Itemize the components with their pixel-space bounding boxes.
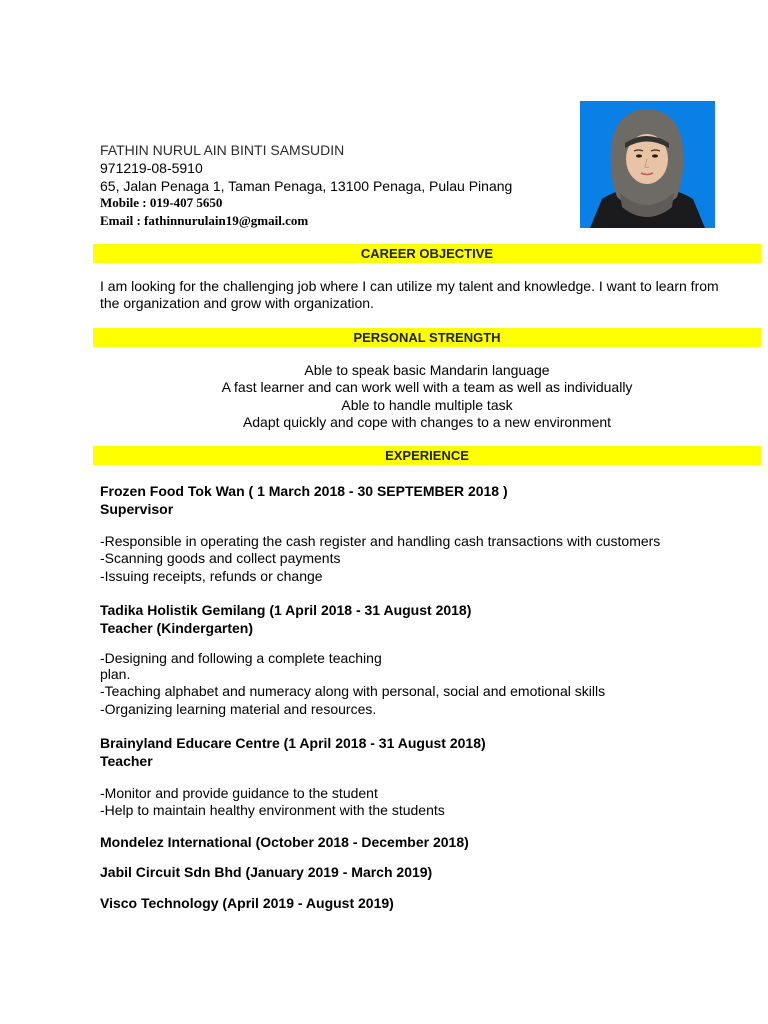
email-address: Email : fathinnurulain19@gmail.com: [100, 213, 309, 228]
strength-item: Able to handle multiple task: [341, 397, 513, 413]
candidate-name: FATHIN NURUL AIN BINTI SAMSUDIN: [100, 142, 345, 158]
portrait-illustration: [580, 101, 715, 228]
profile-photo: [580, 101, 715, 228]
job-company: Tadika Holistik Gemilang (1 April 2018 - 31 August 2018): [100, 602, 472, 618]
address: 65, Jalan Penaga 1, Taman Penaga, 13100 Penaga, Pulau Pinang: [100, 178, 513, 194]
job-role: Supervisor: [100, 501, 174, 517]
job-duty: -Issuing receipts, refunds or change: [100, 568, 323, 584]
job-duty: -Monitor and provide guidance to the student: [100, 785, 378, 801]
experience-heading: EXPERIENCE: [93, 446, 761, 465]
job-role: Teacher (Kindergarten): [100, 620, 253, 636]
job-role: Teacher: [100, 753, 153, 769]
mobile-number: Mobile : 019-407 5650: [100, 195, 223, 210]
strength-item: A fast learner and can work well with a team as well as individually: [221, 379, 633, 395]
strength-item: Adapt quickly and cope with changes to a new environment: [242, 414, 612, 430]
strength-item: Able to speak basic Mandarin language: [304, 362, 550, 378]
job-duty: -Organizing learning material and resources.: [100, 701, 377, 717]
ic-number: 971219-08-5910: [100, 160, 203, 176]
career-objective-heading: CAREER OBJECTIVE: [93, 244, 761, 263]
job-duty: -Responsible in operating the cash register and handling cash transactions with customers: [100, 533, 661, 549]
job-company: Brainyland Educare Centre (1 April 2018 - 31 August 2018): [100, 735, 486, 751]
career-objective-text: I am looking for the challenging job where I can utilize my talent and knowledge. I want to learn from the organization and grow with organization.: [100, 278, 719, 311]
job-company: Jabil Circuit Sdn Bhd (January 2019 - March 2019): [100, 864, 433, 880]
job-duty: -Teaching alphabet and numeracy along with personal, social and emotional skills: [100, 683, 606, 699]
job-company: Mondelez International (October 2018 - December 2018): [100, 834, 469, 850]
job-duty: -Designing and following a complete teaching: [100, 650, 382, 666]
job-duty: -Scanning goods and collect payments: [100, 550, 341, 566]
job-company: Frozen Food Tok Wan ( 1 March 2018 - 30 SEPTEMBER 2018 ): [100, 483, 508, 499]
personal-strength-heading: PERSONAL STRENGTH: [93, 328, 761, 347]
job-company: Visco Technology (April 2019 - August 2019): [100, 895, 394, 911]
job-duty: -Help to maintain healthy environment with the students: [100, 802, 445, 818]
job-duty: plan.: [100, 666, 131, 682]
